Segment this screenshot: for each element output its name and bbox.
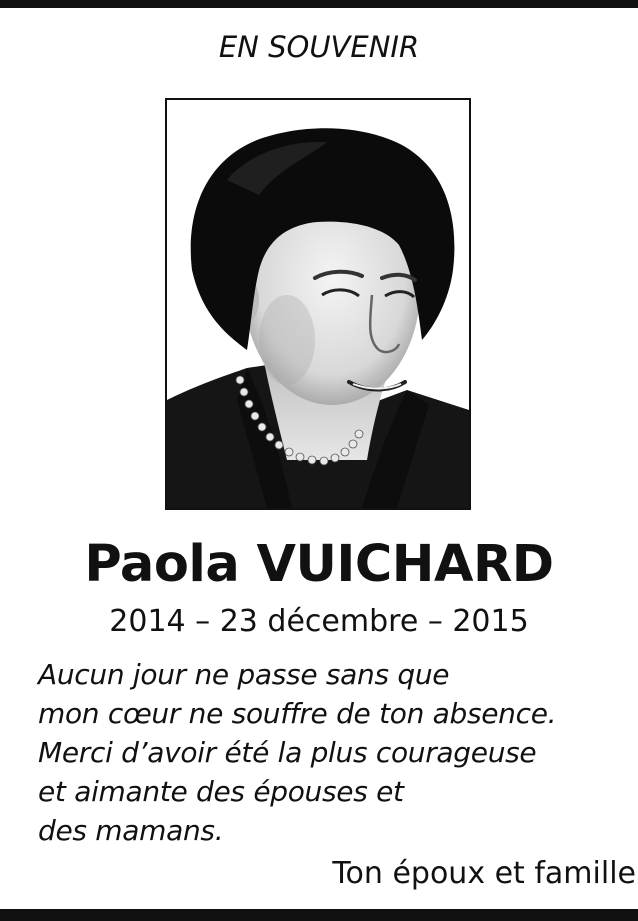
message-line: mon cœur ne souffre de ton absence.: [38, 697, 557, 730]
message-line: et aimante des épouses et: [38, 775, 404, 808]
signature: Ton époux et famille: [332, 856, 636, 891]
portrait-illustration: [167, 100, 469, 508]
memorial-message: [38, 655, 628, 850]
top-border-rule: [0, 0, 638, 8]
message-line: des mamans.: [38, 814, 224, 847]
notice-heading: EN SOUVENIR: [218, 30, 420, 64]
deceased-name: Paola VUICHARD: [84, 535, 554, 594]
message-line: Aucun jour ne passe sans que: [38, 658, 450, 691]
message-line: Merci d’avoir été la plus courageuse: [38, 736, 537, 769]
memorial-dates: 2014 – 23 décembre – 2015: [109, 604, 529, 639]
portrait-photo: [165, 98, 471, 510]
bottom-border-rule: [0, 909, 638, 921]
